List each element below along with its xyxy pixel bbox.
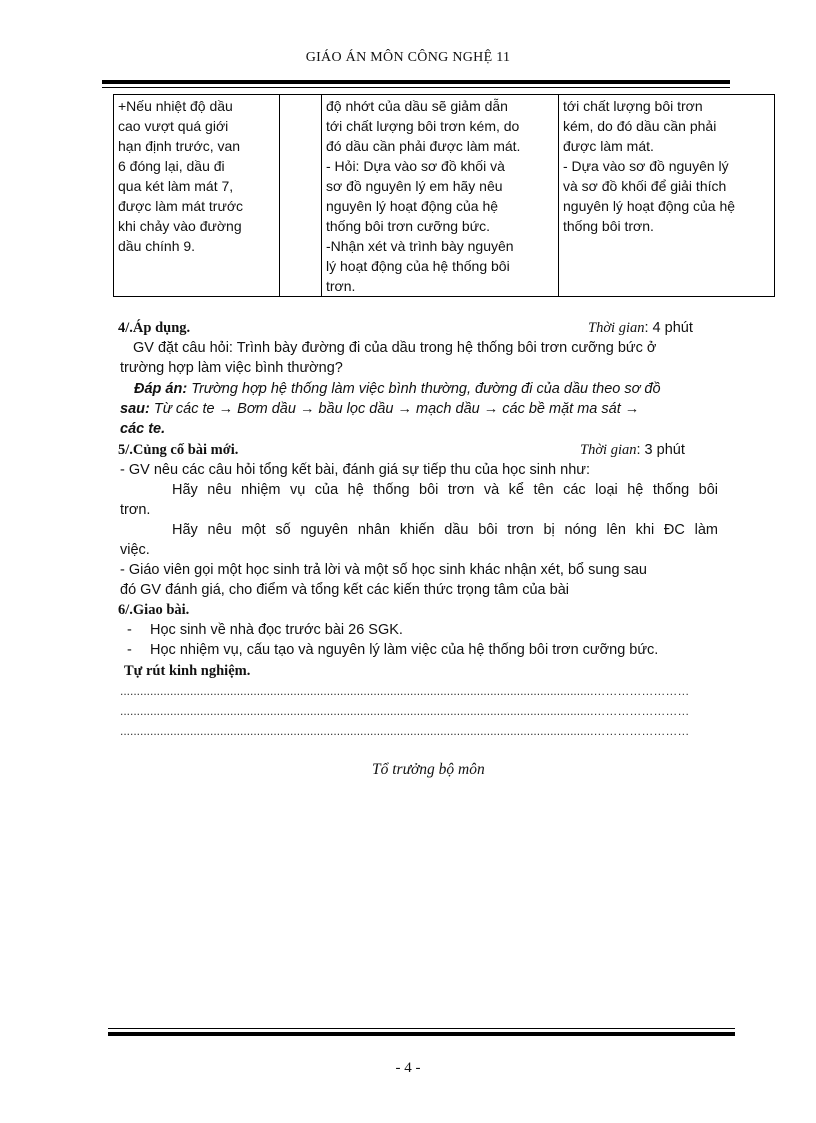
section-6-item-2: Học nhiệm vụ, cấu tạo và nguyên lý làm việc của hệ thống bôi trơn cưỡng bức. <box>150 642 659 658</box>
section-6-heading: 6/.Giao bài. <box>118 602 190 618</box>
answer-step: mạch dầu <box>411 401 484 417</box>
cell-line: và sơ đồ khối để giải thích <box>563 178 727 194</box>
section-5-line6: - Giáo viên gọi một học sinh trả lời và một số học sinh khác nhận xét, bổ sung sau <box>120 562 647 578</box>
cell-line: tới chất lượng bôi trơn kém, do <box>326 118 520 134</box>
section-5-line1: - GV nêu các câu hỏi tổng kết bài, đánh giá sự tiếp thu của học sinh như: <box>120 462 591 478</box>
cell-line: đó dầu cần phải được làm mát. <box>326 138 521 154</box>
header-rule-thick <box>102 80 730 84</box>
cell-line: nguyên lý hoạt động của hệ <box>563 198 736 214</box>
cell-line: 6 đóng lại, dầu đi <box>118 158 225 174</box>
page-header-title: GIÁO ÁN MÔN CÔNG NGHỆ 11 <box>305 50 511 65</box>
arrow-icon: → <box>483 401 499 417</box>
answer-step: bầu lọc dầu <box>314 401 398 417</box>
section-5-line3: trơn. <box>120 502 151 518</box>
footer-rule-thin <box>108 1028 735 1029</box>
section-6-bullet-2: - <box>127 642 132 658</box>
cell-line: - Dựa vào sơ đồ nguyên lý <box>563 158 729 174</box>
time-label: Thời gian <box>580 442 637 458</box>
experience-heading: Tự rút kinh nghiệm. <box>124 663 251 679</box>
answer-step: các bề mặt ma sát <box>498 401 625 417</box>
section-6-item-1: Học sinh về nhà đọc trước bài 26 SGK. <box>150 622 403 638</box>
arrow-icon: → <box>397 401 412 417</box>
time-value: : 4 phút <box>644 320 693 336</box>
section-5-time <box>580 440 685 460</box>
table-cell-student-activity <box>559 95 775 297</box>
cell-line: thống bôi trơn cưỡng bức. <box>326 218 490 234</box>
page-number: - 4 - <box>395 1060 421 1076</box>
section-4-answer-line1 <box>134 379 661 399</box>
section-4-heading: 4/.Áp dụng. <box>118 320 191 336</box>
section-4-answer-line2 <box>120 399 639 419</box>
answer-text: Trường hợp hệ thống làm việc bình thường, đường đi của dầu theo sơ đồ <box>187 381 661 397</box>
arrow-icon: → <box>299 401 315 417</box>
answer-step: Bơm dầu <box>233 401 300 417</box>
dotted-line: ..............................................................................................................................................…………………… <box>120 684 690 698</box>
section-5-heading: 5/.Củng cố bài mới. <box>118 442 239 458</box>
cell-line: hạn định trước, van <box>118 138 241 154</box>
cell-line: thống bôi trơn. <box>563 218 654 234</box>
section-5-line7: đó GV đánh giá, cho điểm và tổng kết các kiến thức trọng tâm của bài <box>120 582 569 598</box>
time-label: Thời gian <box>588 320 645 336</box>
section-4-question-line2: trường hợp làm việc bình thường? <box>120 360 343 376</box>
dotted-line: ..............................................................................................................................................…………………… <box>120 724 690 738</box>
cell-line: lý hoạt động của hệ thống bôi <box>326 258 510 274</box>
cell-line: khi chảy vào đường <box>118 218 242 234</box>
table-cell-teacher-activity <box>322 95 559 297</box>
answer-sau: sau: <box>120 401 154 417</box>
cell-line: sơ đồ nguyên lý em hãy nêu <box>326 178 503 194</box>
table-row <box>114 95 775 297</box>
dotted-line: ..............................................................................................................................................…………………… <box>120 704 690 718</box>
cell-line: +Nếu nhiệt độ dầu <box>118 98 233 114</box>
cell-line: độ nhớt của dầu sẽ giảm dẫn <box>326 98 508 114</box>
arrow-icon: → <box>624 401 640 417</box>
cell-line: nguyên lý hoạt động của hệ <box>326 198 499 214</box>
arrow-icon: → <box>218 401 234 417</box>
lesson-table <box>113 94 775 297</box>
section-4-time <box>588 318 693 338</box>
footer-rule-thick <box>108 1032 735 1036</box>
section-5-line2: Hãy nêu nhiệm vụ của hệ thống bôi trơn và kể tên các loại hệ thống bôi <box>172 482 718 498</box>
cell-line: được làm mát. <box>563 138 654 154</box>
section-5-line4: Hãy nêu một số nguyên nhân khiến dầu bôi trơn bị nóng lên khi ĐC làm <box>172 522 718 538</box>
signature-title: Tổ trưởng bộ môn <box>372 761 485 778</box>
section-5-line5: việc. <box>120 542 150 558</box>
section-4-question-line1: GV đặt câu hỏi: Trình bày đường đi của dầu trong hệ thống bôi trơn cưỡng bức ở <box>133 340 657 356</box>
header-rule-thin <box>102 87 730 88</box>
answer-from: Từ các te <box>153 401 219 417</box>
section-4-answer-line3: các te. <box>120 421 166 437</box>
section-6-bullet-1: - <box>127 622 132 638</box>
cell-line: được làm mát trước <box>118 198 244 214</box>
table-cell-time <box>280 95 322 297</box>
answer-label: Đáp án: <box>134 381 188 397</box>
cell-line: -Nhận xét và trình bày nguyên <box>326 238 514 254</box>
cell-line: qua két làm mát 7, <box>118 178 234 194</box>
cell-line: kém, do đó dầu cần phải <box>563 118 717 134</box>
cell-line: trơn. <box>326 278 356 294</box>
cell-line: dầu chính 9. <box>118 238 196 254</box>
cell-line: - Hỏi: Dựa vào sơ đồ khối và <box>326 158 505 174</box>
cell-line: cao vượt quá giới <box>118 118 229 134</box>
table-cell-content <box>114 95 280 297</box>
cell-line: tới chất lượng bôi trơn <box>563 98 703 114</box>
time-value: : 3 phút <box>636 442 685 458</box>
